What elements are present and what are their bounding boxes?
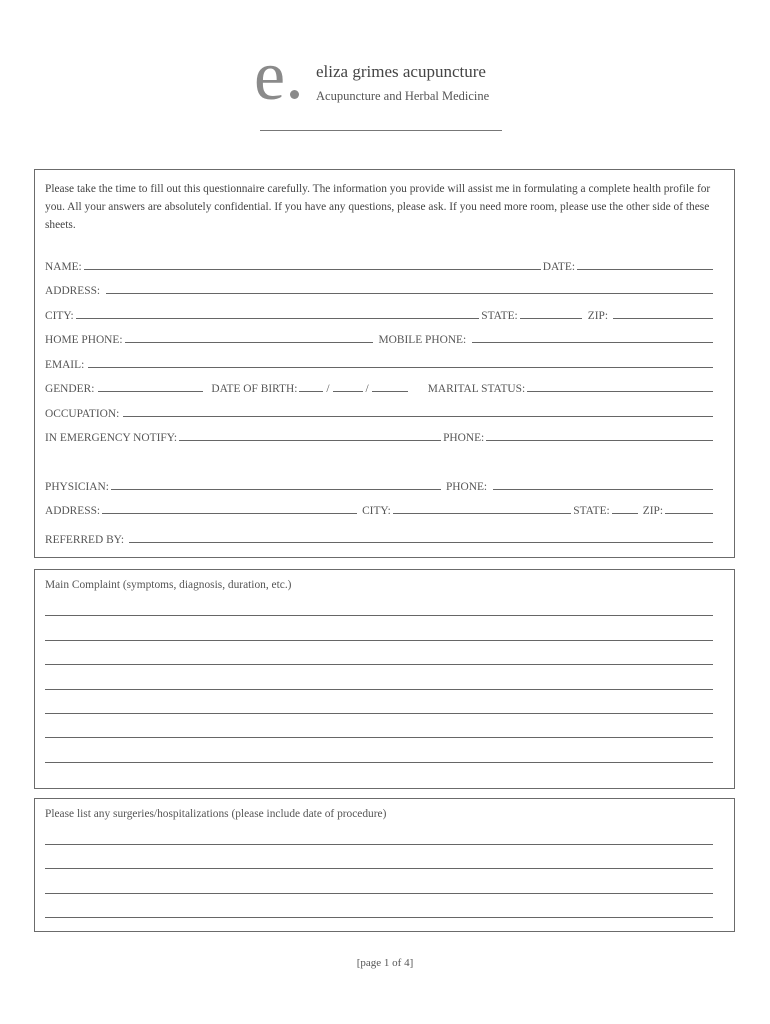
dob-day-field[interactable] <box>333 391 363 392</box>
surgeries-title: Please list any surgeries/hospitalizations (please include date of procedure) <box>45 808 387 820</box>
referred-by-row <box>45 530 715 546</box>
dob-year-field[interactable] <box>372 391 408 392</box>
physician-label: PHYSICIAN: <box>45 481 109 493</box>
brand-name: eliza grimes acupuncture <box>316 62 486 81</box>
referred-by-label: REFERRED BY: <box>45 534 125 546</box>
complaint-line[interactable] <box>45 689 713 690</box>
surgery-line[interactable] <box>45 893 713 894</box>
emergency-contact-label: IN EMERGENCY NOTIFY: <box>45 432 178 444</box>
logo-dot-icon <box>290 90 299 99</box>
emergency-contact-field[interactable] <box>179 440 441 441</box>
emergency-row <box>45 428 715 444</box>
email-field[interactable] <box>88 367 713 368</box>
physician-field[interactable] <box>111 489 441 490</box>
main-complaint-section <box>34 569 735 789</box>
physician-phone-label: PHONE: <box>445 481 488 493</box>
physician-zip-field[interactable] <box>665 513 713 514</box>
occupation-row <box>45 404 715 420</box>
emergency-phone-field[interactable] <box>486 440 713 441</box>
dob-separator: / <box>326 383 330 395</box>
referred-by-field[interactable] <box>129 542 713 543</box>
dob-label: DATE OF BIRTH: <box>211 383 298 395</box>
mobile-phone-field[interactable] <box>472 342 713 343</box>
header-divider <box>260 130 502 131</box>
date-field[interactable] <box>577 269 713 270</box>
address-row <box>45 281 715 297</box>
complaint-line[interactable] <box>45 737 713 738</box>
tagline: Acupuncture and Herbal Medicine <box>316 89 490 103</box>
complaint-line[interactable] <box>45 640 713 641</box>
letterhead <box>0 0 770 140</box>
phone-row <box>45 330 715 346</box>
surgery-line[interactable] <box>45 844 713 845</box>
email-row <box>45 355 715 371</box>
physician-state-field[interactable] <box>612 513 638 514</box>
city-state-zip-row <box>45 306 715 322</box>
intro-text: Please take the time to fill out this questionnaire carefully. The information you provide will assist me in formulating a complete health profile for you. All your answers are absolutely confidential. If you have any questions, please ask. If you need more room, please use the other side of these sheets. <box>45 183 711 231</box>
mobile-phone-label: MOBILE PHONE: <box>378 334 467 346</box>
state-field[interactable] <box>520 318 582 319</box>
main-complaint-title: Main Complaint (symptoms, diagnosis, duration, etc.) <box>45 579 292 591</box>
complaint-line[interactable] <box>45 615 713 616</box>
marital-status-field[interactable] <box>527 391 713 392</box>
home-phone-field[interactable] <box>125 342 373 343</box>
marital-status-label: MARITAL STATUS: <box>427 383 526 395</box>
physician-address-label: ADDRESS: <box>45 505 101 517</box>
emergency-phone-label: PHONE: <box>443 432 485 444</box>
date-label: DATE: <box>542 261 575 273</box>
gender-label: GENDER: <box>45 383 95 395</box>
patient-info-section <box>34 169 735 558</box>
gender-dob-marital-row <box>45 379 715 395</box>
physician-phone-field[interactable] <box>493 489 713 490</box>
zip-label: ZIP: <box>587 310 608 322</box>
name-label: NAME: <box>45 261 82 273</box>
physician-address-row <box>45 501 715 517</box>
physician-row <box>45 477 715 493</box>
name-field[interactable] <box>84 269 541 270</box>
address-field[interactable] <box>106 293 713 294</box>
name-date-row <box>45 257 715 273</box>
physician-address-field[interactable] <box>102 513 357 514</box>
physician-city-field[interactable] <box>393 513 572 514</box>
occupation-label: OCCUPATION: <box>45 408 120 420</box>
physician-state-label: STATE: <box>573 505 610 517</box>
address-label: ADDRESS: <box>45 285 101 297</box>
complaint-line[interactable] <box>45 762 713 763</box>
physician-zip-label: ZIP: <box>642 505 663 517</box>
occupation-field[interactable] <box>123 416 713 417</box>
logo-letter: e <box>254 38 286 115</box>
dob-month-field[interactable] <box>299 391 323 392</box>
state-label: STATE: <box>481 310 518 322</box>
gender-field[interactable] <box>98 391 203 392</box>
surgeries-section <box>34 798 735 932</box>
home-phone-label: HOME PHONE: <box>45 334 123 346</box>
surgery-line[interactable] <box>45 868 713 869</box>
city-label: CITY: <box>45 310 74 322</box>
city-field[interactable] <box>76 318 480 319</box>
surgery-line[interactable] <box>45 917 713 918</box>
complaint-line[interactable] <box>45 713 713 714</box>
dob-separator: / <box>365 383 369 395</box>
email-label: EMAIL: <box>45 359 85 371</box>
zip-field[interactable] <box>613 318 713 319</box>
complaint-line[interactable] <box>45 664 713 665</box>
physician-city-label: CITY: <box>362 505 391 517</box>
page-number: [page 1 of 4] <box>356 957 414 969</box>
